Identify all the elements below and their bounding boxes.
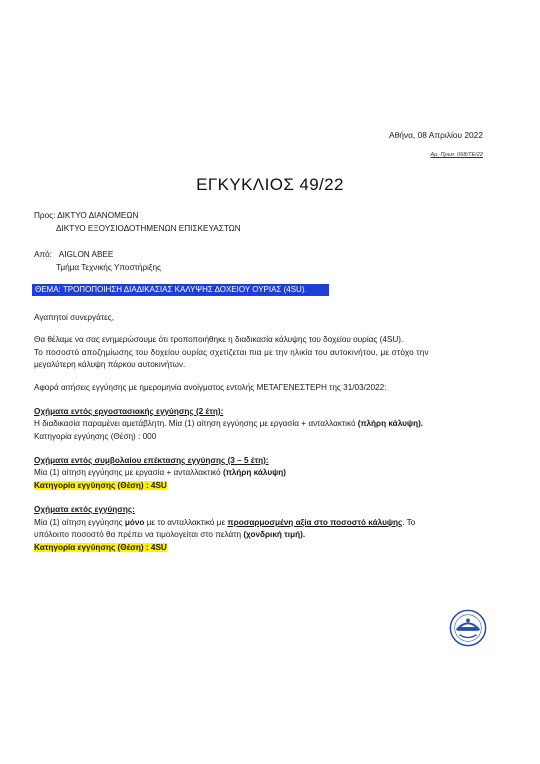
section-3-text-a: Μία (1) αίτηση εγγύησης xyxy=(34,518,125,527)
recipient-line-2: ΔΙΚΤΥΟ ΕΞΟΥΣΙΟΔΟΤΗΜΕΝΩΝ ΕΠΙΣΚΕΥΑΣΤΩΝ xyxy=(56,224,241,233)
section-2-text-plain: Μία (1) αίτηση εγγύησης με εργασία + ανταλλακτικό xyxy=(34,468,224,477)
sender-department: Τμήμα Τεχνικής Υποστήριξης xyxy=(56,263,161,272)
document-title: ΕΓΚΥΚΛΙΟΣ 49/22 xyxy=(196,175,344,194)
greeting: Αγαπητοί συνεργάτες, xyxy=(34,313,114,322)
certification-seal-icon xyxy=(449,609,487,647)
section-1-heading: Οχήματα εντός εργοστασιακής εγγύησης (2 έτη): xyxy=(34,407,224,416)
document-date: Αθήνα, 08 Απριλίου 2022 xyxy=(389,130,483,140)
section-3-text-line-2 xyxy=(34,530,305,539)
subject-banner: ΘΕΜΑ: ΤΡΟΠΟΠΟΙΗΣΗ ΔΙΑΔΙΚΑΣΙΑΣ ΚΑΛΥΨΗΣ ΔΟΧΕΙΟΥ ΟΥΡΙΑΣ (4SU). xyxy=(32,284,329,296)
intro-line-1: Θα θέλαμε να σας ενημερώσουμε ότι τροποποιήθηκε η διαδικασία κάλυψης του δοχείου ουρίας (4SU). xyxy=(34,335,404,344)
section-3-category-highlight: Κατηγορία εγγύησης (Θέση) : 4SU xyxy=(34,543,167,552)
sender-first-line xyxy=(34,250,113,259)
section-3-text-only: μόνο xyxy=(124,518,145,527)
section-1-text-plain: Η διαδικασία παραμένει αμετάβλητη. Μία (1) αίτηση εγγύησης με εργασία + ανταλλακτικό xyxy=(34,419,358,428)
recipient-line-1: ΔΙΚΤΥΟ ΔΙΑΝΟΜΕΩΝ xyxy=(57,211,139,220)
section-3-text2-a: υπόλοιπο ποσοστό θα πρέπει να τιμολογείται στο πελάτη xyxy=(34,530,244,539)
recipients-first-line xyxy=(34,211,138,220)
section-1-text-bold: (πλήρη κάλυψη). xyxy=(357,419,424,428)
section-3-text2-bold: (χονδρική τιμή). xyxy=(243,530,306,539)
section-2-text xyxy=(34,468,286,477)
sender-company: AIGLON ABEE xyxy=(58,250,114,259)
intro-line-2 xyxy=(34,348,483,357)
section-3-text-e: . Το xyxy=(402,518,416,527)
sender-label: Από: xyxy=(34,250,52,259)
applies-line: Αφορά αιτήσεις εγγύησης με ημερομηνία ανοίγματος εντολής ΜΕΤΑΓΕΝΕΣΤΕΡΗ της 31/03/2022: xyxy=(34,383,387,392)
intro-line-3: μεγαλύτερη κάλυψη πάρκου αυτοκινήτων. xyxy=(34,360,186,369)
section-2-text-bold: (πλήρη κάλυψη) xyxy=(223,468,287,477)
section-1-text xyxy=(34,419,423,428)
section-2-heading: Οχήματα εντός συμβολαίου επέκτασης εγγύησης (3 – 5 έτη): xyxy=(34,456,269,465)
section-3-heading: Οχήματα εκτός εγγύησης: xyxy=(34,505,135,514)
section-1-category: Κατηγορία εγγύησης (Θέση) : 000 xyxy=(34,432,157,441)
protocol-number: Αρ. Πρωτ. 068/ΤΕ/22 xyxy=(430,152,483,158)
intro-line-2-text: Το ποσοστό αποζημίωσης του δοχείου ουρίας σχετίζεται πια με την ηλικία του αυτοκινήτου, με στόχο την xyxy=(34,348,429,357)
section-3-text-c: με το ανταλλακτικό με xyxy=(144,518,228,527)
recipients-label: Προς: xyxy=(34,211,56,220)
section-2-category-highlight: Κατηγορία εγγύησης (Θέση) : 4SU xyxy=(34,481,167,490)
section-3-text-line-1 xyxy=(34,518,415,527)
section-3-text-adjusted-value: προσαρμοσμένη αξία στο ποσοστό κάλυψης xyxy=(227,518,403,527)
section-2-category xyxy=(34,481,167,490)
section-3-category xyxy=(34,543,167,552)
